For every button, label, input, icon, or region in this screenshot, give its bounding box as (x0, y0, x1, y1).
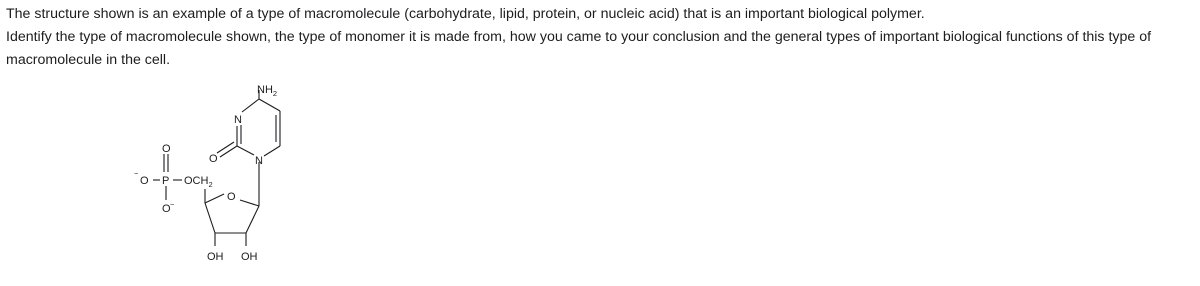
hydroxyl-3prime-label: OH (207, 251, 224, 263)
ring-nitrogen-3-label: N (234, 114, 242, 126)
question-text (6, 3, 1194, 72)
carbonyl-oxygen-label: O (209, 153, 218, 165)
bond-n1-c2 (237, 146, 254, 155)
amine-label: $NH_2$ (257, 84, 278, 98)
nucleotide-structure-figure (120, 76, 300, 272)
phosphate-oxygen-bottom-label: O (162, 203, 171, 215)
bond-c2-c1 (246, 206, 259, 233)
hydroxyl-2prime-label: OH (241, 251, 258, 263)
phosphate-och2-label: $OCH_2$ (184, 175, 213, 189)
phosphate-oxygen-bottom-charge: − (170, 200, 175, 209)
bond-c4-c3 (205, 203, 215, 233)
bond-o4-c4 (205, 194, 224, 203)
phosphate-oxygen-left-charge: − (134, 169, 139, 178)
nucleotide-structure-diagram (120, 76, 300, 272)
bond-n3-c4 (242, 99, 259, 112)
bond-c4-c5 (259, 99, 280, 111)
bond-c1-o4 (240, 200, 259, 206)
question-line-1: The structure shown is an example of a type of macromolecule (carbohydrate, lipid, protein, or nucleic acid) that is an important biological polymer. (6, 6, 925, 22)
pyrimidine-ring (237, 90, 280, 156)
bond-c2-o (220, 146, 237, 157)
ribose-ring-oxygen-label: O (227, 191, 236, 203)
bond-c6-n1 (264, 146, 280, 156)
question-line-2: Identify the type of macromolecule shown, the type of monomer it is made from, how you came to your conclusion and the general types of important biological functions of this type of macromolecule in the cell. (6, 29, 1152, 68)
ring-nitrogen-1-label: N (255, 155, 263, 167)
carbonyl-group (217, 142, 237, 157)
bond-c2-o-double (217, 142, 234, 153)
phosphate-oxygen-top-label: O (162, 143, 171, 155)
phosphorus-label: P (162, 175, 170, 187)
phosphate-oxygen-left-label: O (140, 175, 149, 187)
